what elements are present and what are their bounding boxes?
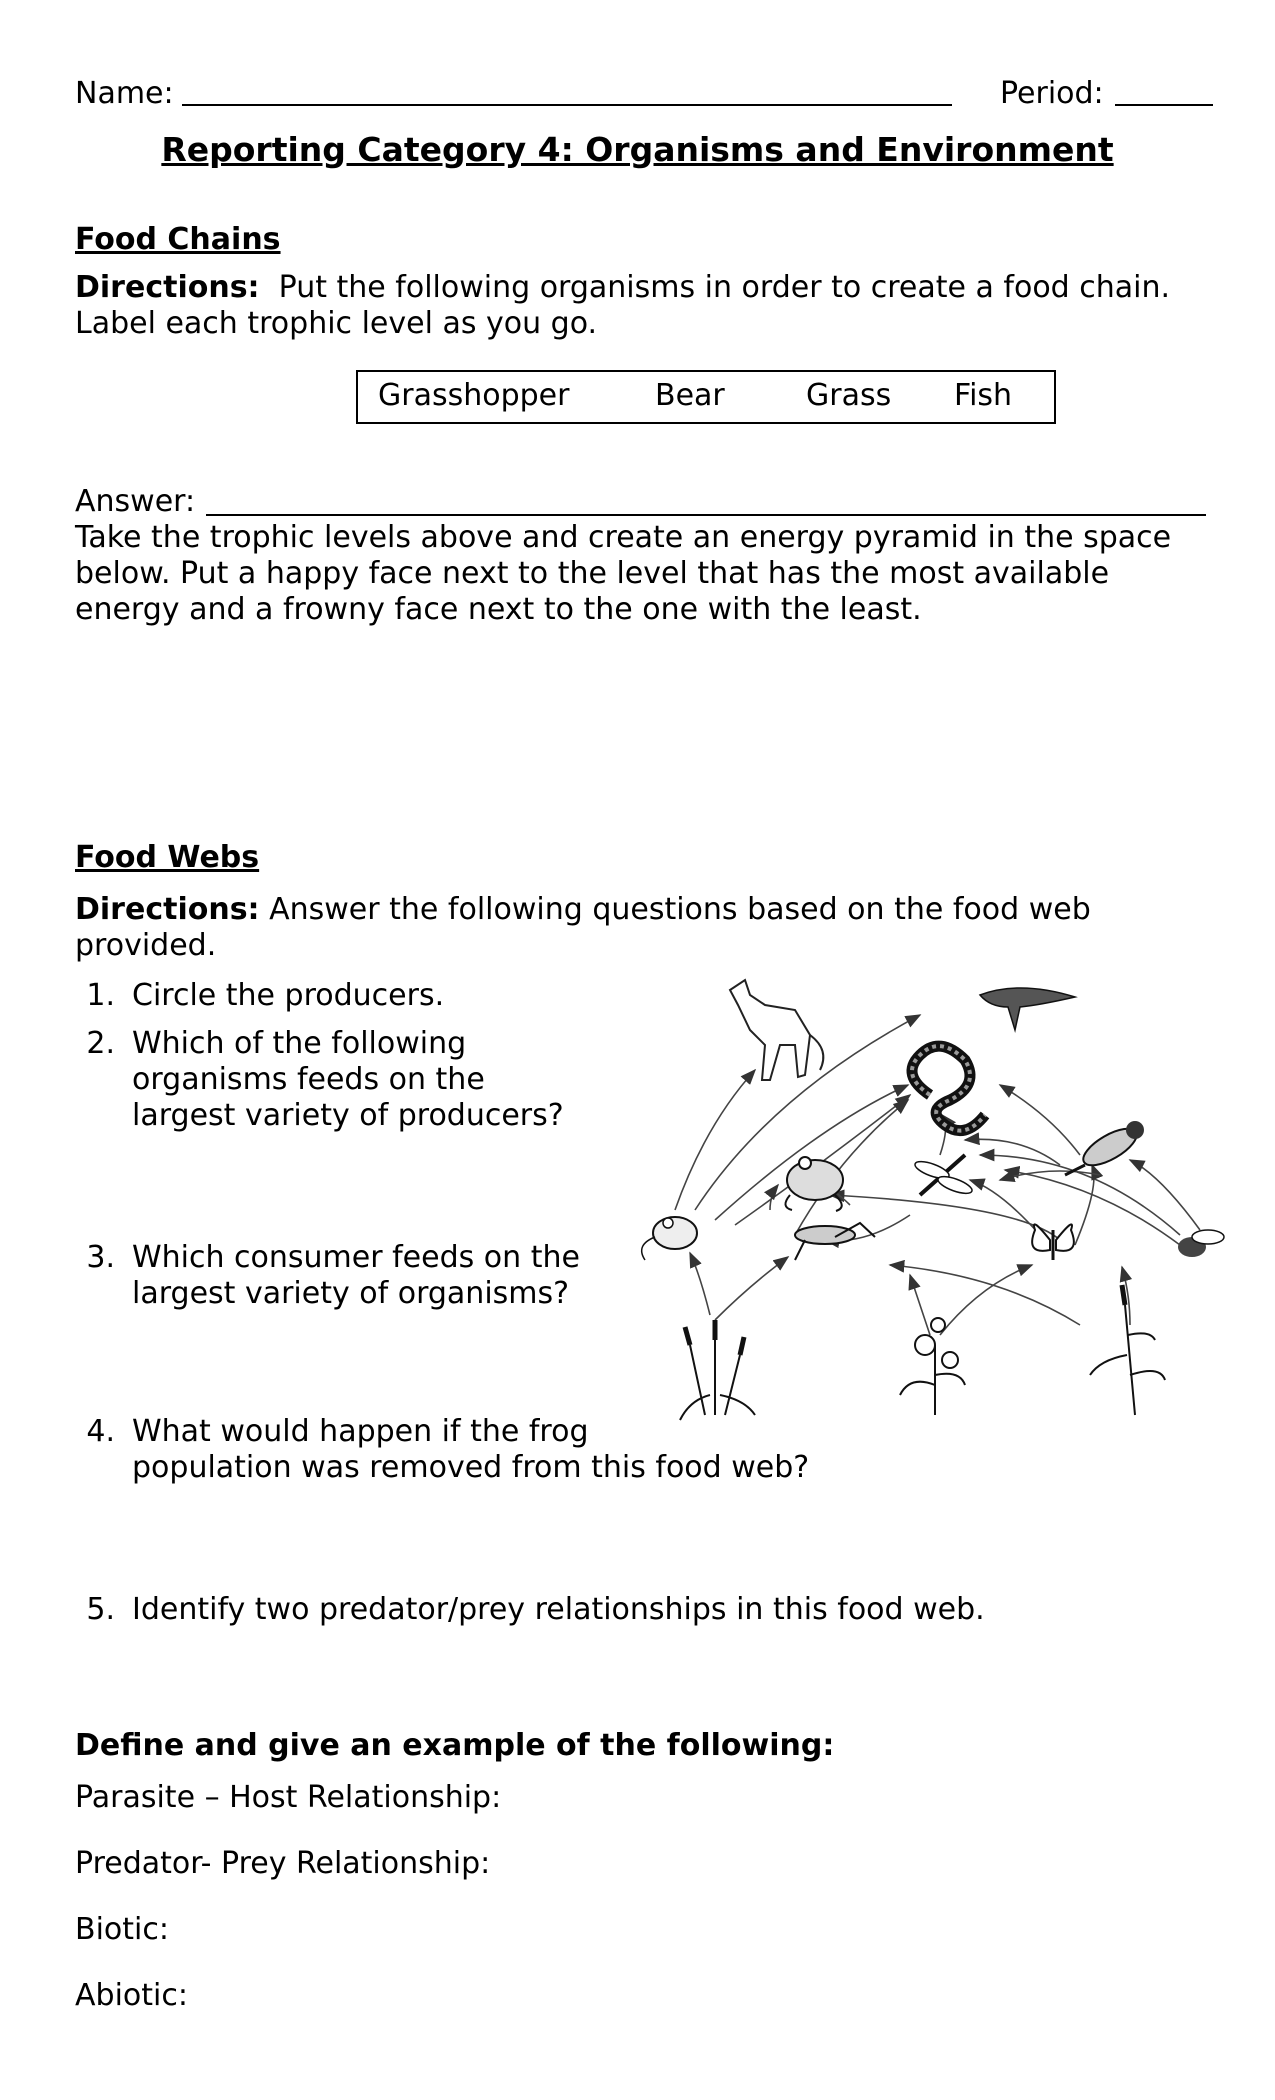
question-number: 5. bbox=[86, 1592, 115, 1627]
directions-text: Put the following organisms in order to create a food chain. bbox=[278, 270, 1171, 305]
grasshopper-icon bbox=[795, 1223, 875, 1260]
wheat-icon bbox=[680, 1320, 755, 1420]
plant-icon bbox=[1090, 1285, 1165, 1415]
word-bank-item: Grass bbox=[806, 378, 892, 413]
definition-item: Parasite – Host Relationship: bbox=[75, 1780, 502, 1815]
name-label: Name: bbox=[75, 76, 174, 111]
directions-text-line2: provided. bbox=[75, 928, 217, 963]
question-text: Circle the producers. bbox=[132, 978, 445, 1013]
answer-label: Answer: bbox=[75, 484, 196, 519]
fly-icon bbox=[1178, 1230, 1224, 1257]
word-bank-box bbox=[356, 370, 1056, 424]
answer-blank-line[interactable] bbox=[206, 514, 1206, 516]
butterfly-icon bbox=[1032, 1224, 1074, 1260]
question-text: largest variety of organisms? bbox=[132, 1276, 570, 1311]
name-blank-line[interactable] bbox=[182, 104, 952, 106]
question-text: population was removed from this food web? bbox=[132, 1450, 810, 1485]
food-web-diagram bbox=[620, 975, 1240, 1425]
word-bank-item: Fish bbox=[954, 378, 1013, 413]
dragonfly-icon bbox=[913, 1155, 974, 1197]
question-number: 4. bbox=[86, 1414, 115, 1449]
definition-item: Biotic: bbox=[75, 1912, 169, 1947]
food-chains-directions bbox=[75, 270, 1170, 306]
flower-icon bbox=[900, 1318, 965, 1415]
question-number: 2. bbox=[86, 1026, 115, 1061]
food-webs-directions bbox=[75, 892, 1091, 928]
question-text: largest variety of producers? bbox=[132, 1098, 564, 1133]
pyramid-instructions-line: Take the trophic levels above and create an energy pyramid in the space bbox=[75, 520, 1172, 555]
question-number: 3. bbox=[86, 1240, 115, 1275]
directions-text: Answer the following questions based on the food web bbox=[269, 892, 1091, 927]
directions-label: Directions: bbox=[75, 892, 260, 927]
hawk-icon bbox=[980, 988, 1075, 1030]
word-bank-item: Bear bbox=[655, 378, 725, 413]
page-title: Reporting Category 4: Organisms and Environment bbox=[161, 130, 1114, 169]
wolf-icon bbox=[730, 980, 823, 1080]
mouse-icon bbox=[642, 1217, 697, 1260]
directions-label: Directions: bbox=[75, 270, 260, 305]
bird-icon bbox=[1065, 1121, 1144, 1175]
definition-item: Abiotic: bbox=[75, 1978, 188, 2013]
directions-text-line2: Label each trophic level as you go. bbox=[75, 306, 598, 341]
food-chains-heading: Food Chains bbox=[75, 222, 281, 257]
question-text: organisms feeds on the bbox=[132, 1062, 485, 1097]
food-webs-heading: Food Webs bbox=[75, 840, 260, 875]
word-bank-item: Grasshopper bbox=[378, 378, 570, 413]
definitions-heading: Define and give an example of the following: bbox=[75, 1728, 835, 1763]
question-text: Which consumer feeds on the bbox=[132, 1240, 580, 1275]
question-text: Which of the following bbox=[132, 1026, 467, 1061]
pyramid-instructions-line: below. Put a happy face next to the level that has the most available bbox=[75, 556, 1110, 591]
definition-item: Predator- Prey Relationship: bbox=[75, 1846, 491, 1881]
pyramid-instructions-line: energy and a frowny face next to the one with the least. bbox=[75, 592, 922, 627]
question-number: 1. bbox=[86, 978, 115, 1013]
question-text: Identify two predator/prey relationships in this food web. bbox=[132, 1592, 985, 1627]
period-label: Period: bbox=[1000, 76, 1104, 111]
question-text: What would happen if the frog bbox=[132, 1414, 589, 1449]
period-blank-line[interactable] bbox=[1115, 104, 1213, 106]
snake-icon bbox=[912, 1046, 985, 1131]
